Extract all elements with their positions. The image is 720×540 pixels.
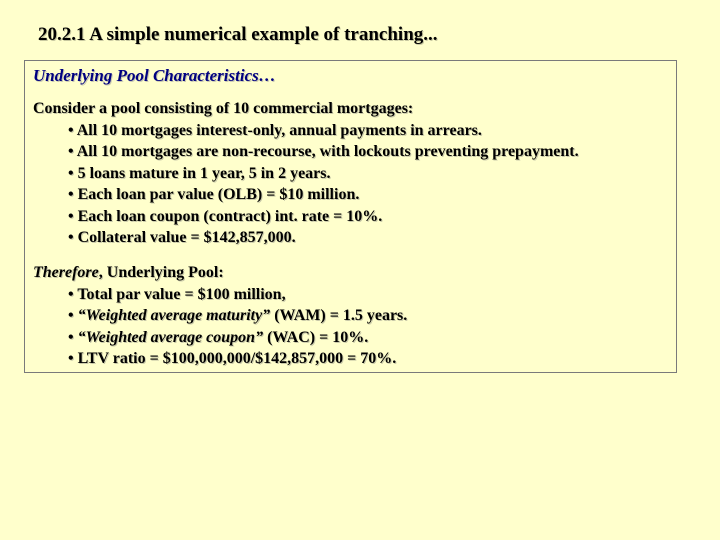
content-box (24, 60, 677, 373)
summary-bullet (33, 327, 407, 349)
summary-bullet-suffix: (WAC) = 10%. (263, 328, 369, 346)
summary-bullet (33, 348, 407, 370)
summary-bullet-prefix: • (68, 328, 78, 346)
pool-bullet: • Collateral value = $142,857,000. (68, 229, 296, 246)
pool-bullet: • Each loan coupon (contract) int. rate = 10%. (68, 207, 383, 225)
section-heading: Underlying Pool Characteristics… (33, 66, 276, 85)
summary-bullet-suffix: (WAM) = 1.5 years. (270, 307, 408, 324)
pool-bullet: • All 10 mortgages are non-recourse, with lockouts preventing prepayment. (68, 143, 579, 160)
pool-description (33, 98, 579, 249)
summary-bullet (33, 284, 407, 306)
summary-bullet-prefix: • LTV ratio = $100,000,000/$142,857,000 = 70%. (68, 350, 397, 367)
pool-summary (33, 262, 407, 370)
pool-bullet: • 5 loans mature in 1 year, 5 in 2 years. (68, 164, 331, 182)
summary-bullet-em: “Weighted average maturity” (77, 307, 271, 324)
slide-title: 20.2.1 A simple numerical example of tranching... (38, 24, 438, 45)
summary-bullet-em: “Weighted average coupon” (77, 328, 264, 346)
pool-bullet: • All 10 mortgages interest-only, annual payments in arrears. (68, 121, 482, 139)
summary-bullet-prefix: • (68, 307, 78, 324)
summary-bullet-prefix: • Total par value = $100 million, (68, 285, 286, 303)
pool-bullet: • Each loan par value (OLB) = $10 million. (68, 186, 360, 203)
summary-intro-rest: , Underlying Pool: (98, 264, 224, 281)
summary-intro (33, 262, 407, 284)
summary-intro-em: Therefore (33, 264, 99, 281)
pool-intro: Consider a pool consisting of 10 commercial mortgages: (33, 100, 414, 117)
summary-bullet (33, 305, 407, 327)
